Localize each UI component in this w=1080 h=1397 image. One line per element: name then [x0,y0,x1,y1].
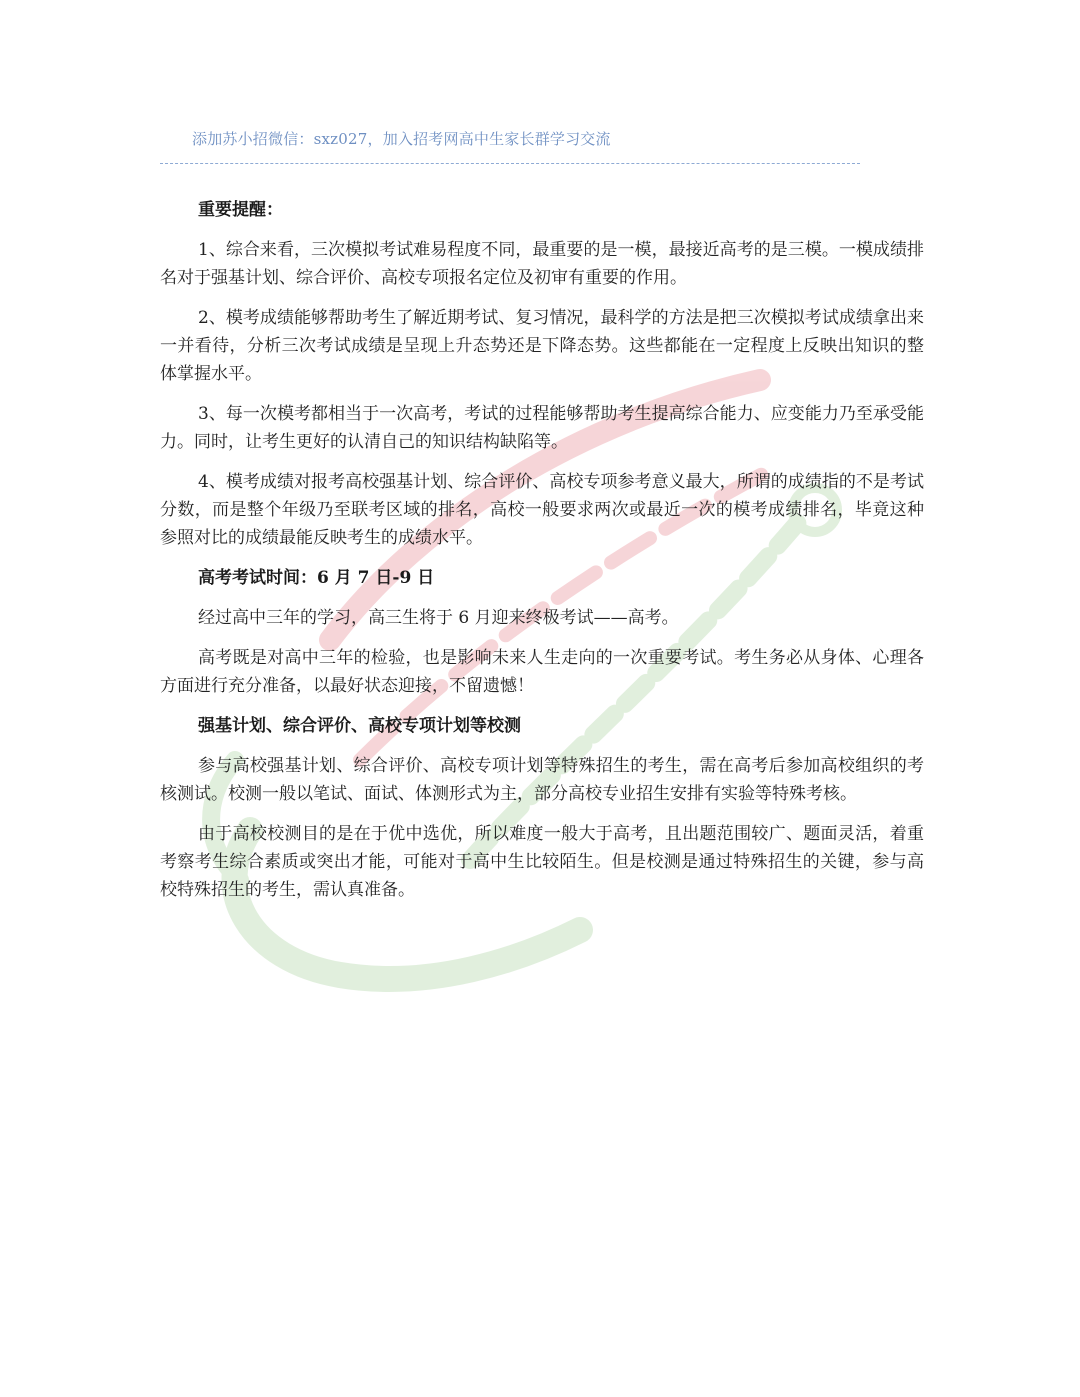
exam-paragraph-2: 高考既是对高中三年的检验，也是影响未来人生走向的一次重要考试。考生务必从身体、心理各方面进行充分准备，以最好状态迎接，不留遗憾！ [160,648,924,696]
reminder-heading: 重要提醒： [198,200,283,220]
school-test-heading: 强基计划、综合评价、高校专项计划等校测 [198,716,521,736]
reminder-item-3: 3、每一次模考都相当于一次高考，考试的过程能够帮助考生提高综合能力、应变能力乃至承受能力。同时，让考生更好的认清自己的知识结构缺陷等。 [160,404,924,452]
exam-time-heading: 高考考试时间：6 月 7 日-9 日 [198,568,435,588]
wechat-contact-note: 添加苏小招微信：sxz027，加入招考网高中生家长群学习交流 [192,130,611,148]
reminder-item-1: 1、综合来看，三次模拟考试难易程度不同，最重要的是一模，最接近高考的是三模。一模成绩排名对于强基计划、综合评价、高校专项报名定位及初审有重要的作用。 [160,240,924,288]
exam-paragraph-1: 经过高中三年的学习，高三生将于 6 月迎来终极考试——高考。 [198,608,679,628]
document-body [160,196,924,916]
reminder-item-4: 4、模考成绩对报考高校强基计划、综合评价、高校专项参考意义最大，所谓的成绩指的不是考试分数，而是整个年级乃至联考区域的排名，高校一般要求两次或最近一次的模考成绩排名，毕竟这种参照对比的成绩最能反映考生的成绩水平。 [160,472,924,548]
school-test-paragraph-2: 由于高校校测目的是在于优中选优，所以难度一般大于高考，且出题范围较广、题面灵活，着重考察考生综合素质或突出才能，可能对于高中生比较陌生。但是校测是通过特殊招生的关键，参与高校特殊招生的考生，需认真准备。 [160,824,924,900]
reminder-item-2: 2、模考成绩能够帮助考生了解近期考试、复习情况，最科学的方法是把三次模拟考试成绩拿出来一并看待，分析三次考试成绩是呈现上升态势还是下降态势。这些都能在一定程度上反映出知识的整体掌握水平。 [160,308,924,384]
header-divider [160,163,860,164]
school-test-paragraph-1: 参与高校强基计划、综合评价、高校专项计划等特殊招生的考生，需在高考后参加高校组织的考核测试。校测一般以笔试、面试、体测形式为主，部分高校专业招生安排有实验等特殊考核。 [160,756,924,804]
